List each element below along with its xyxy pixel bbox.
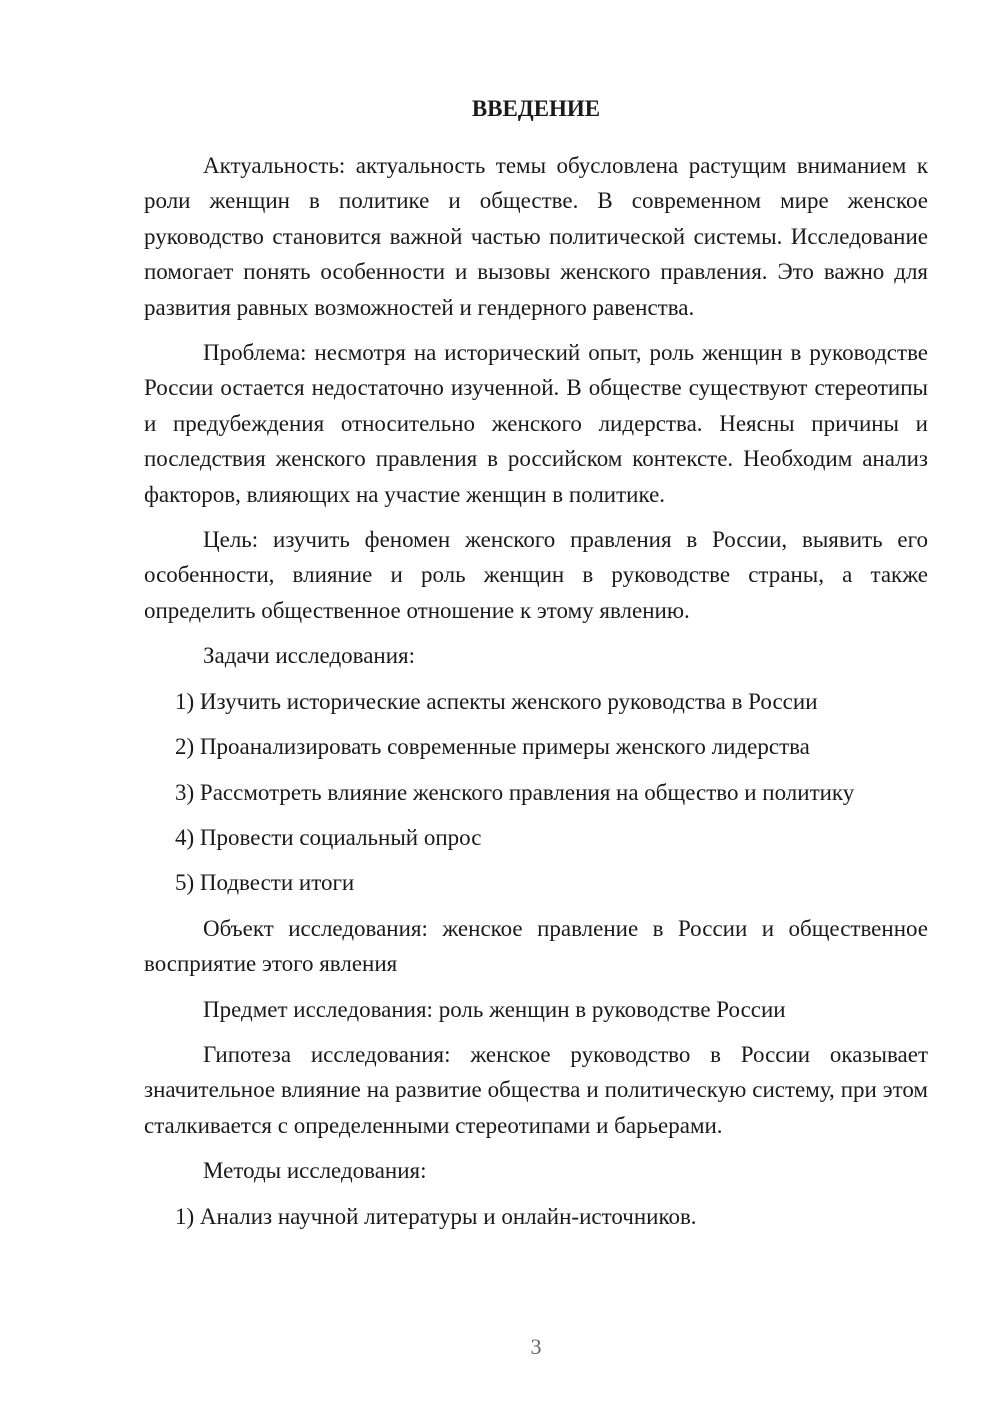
methods-heading: Методы исследования: <box>203 1158 427 1184</box>
task-item: 3) Рассмотреть влияние женского правления на общество и политику <box>175 779 855 805</box>
page-body <box>144 92 928 1244</box>
page-number: 3 <box>530 1334 542 1359</box>
task-item: 4) Провести социальный опрос <box>175 824 482 850</box>
task-item: 1) Изучить исторические аспекты женского руководства в России <box>175 688 818 714</box>
tasks-heading: Задачи исследования: <box>203 643 416 669</box>
task-item: 5) Подвести итоги <box>175 870 355 896</box>
method-item: 1) Анализ научной литературы и онлайн-источников. <box>175 1203 697 1229</box>
subject-paragraph: Предмет исследования: роль женщин в руководстве России <box>203 996 786 1022</box>
problem-paragraph: Проблема: несмотря на исторический опыт, роль женщин в руководстве России остается недостаточно изученной. В обществе существуют стереотипы и предубеждения относительно женского лидерства. Неясны причины и последствия женского правления в российском контексте. Необходим анализ факторов, влияющих на участие женщин в политике. <box>144 340 928 507</box>
section-title: ВВЕДЕНИЕ <box>471 96 601 121</box>
task-item: 2) Проанализировать современные примеры женского лидерства <box>175 734 810 760</box>
goal-paragraph: Цель: изучить феномен женского правления в России, выявить его особенности, влияние и роль женщин в руководстве страны, а также определить общественное отношение к этому явлению. <box>144 527 928 623</box>
relevance-paragraph: Актуальность: актуальность темы обусловлена растущим вниманием к роли женщин в политике и обществе. В современном мире женское руководство становится важной частью политической системы. Исследование помогает понять особенности и вызовы женского правления. Это важно для развития равных возможностей и гендерного равенства. <box>144 153 928 320</box>
hypothesis-paragraph: Гипотеза исследования: женское руководство в России оказывает значительное влияние на развитие общества и политическую систему, при этом сталкивается с определенными стереотипами и барьерами. <box>144 1041 928 1138</box>
object-paragraph: Объект исследования: женское правление в России и общественное восприятие этого явления <box>144 915 928 977</box>
